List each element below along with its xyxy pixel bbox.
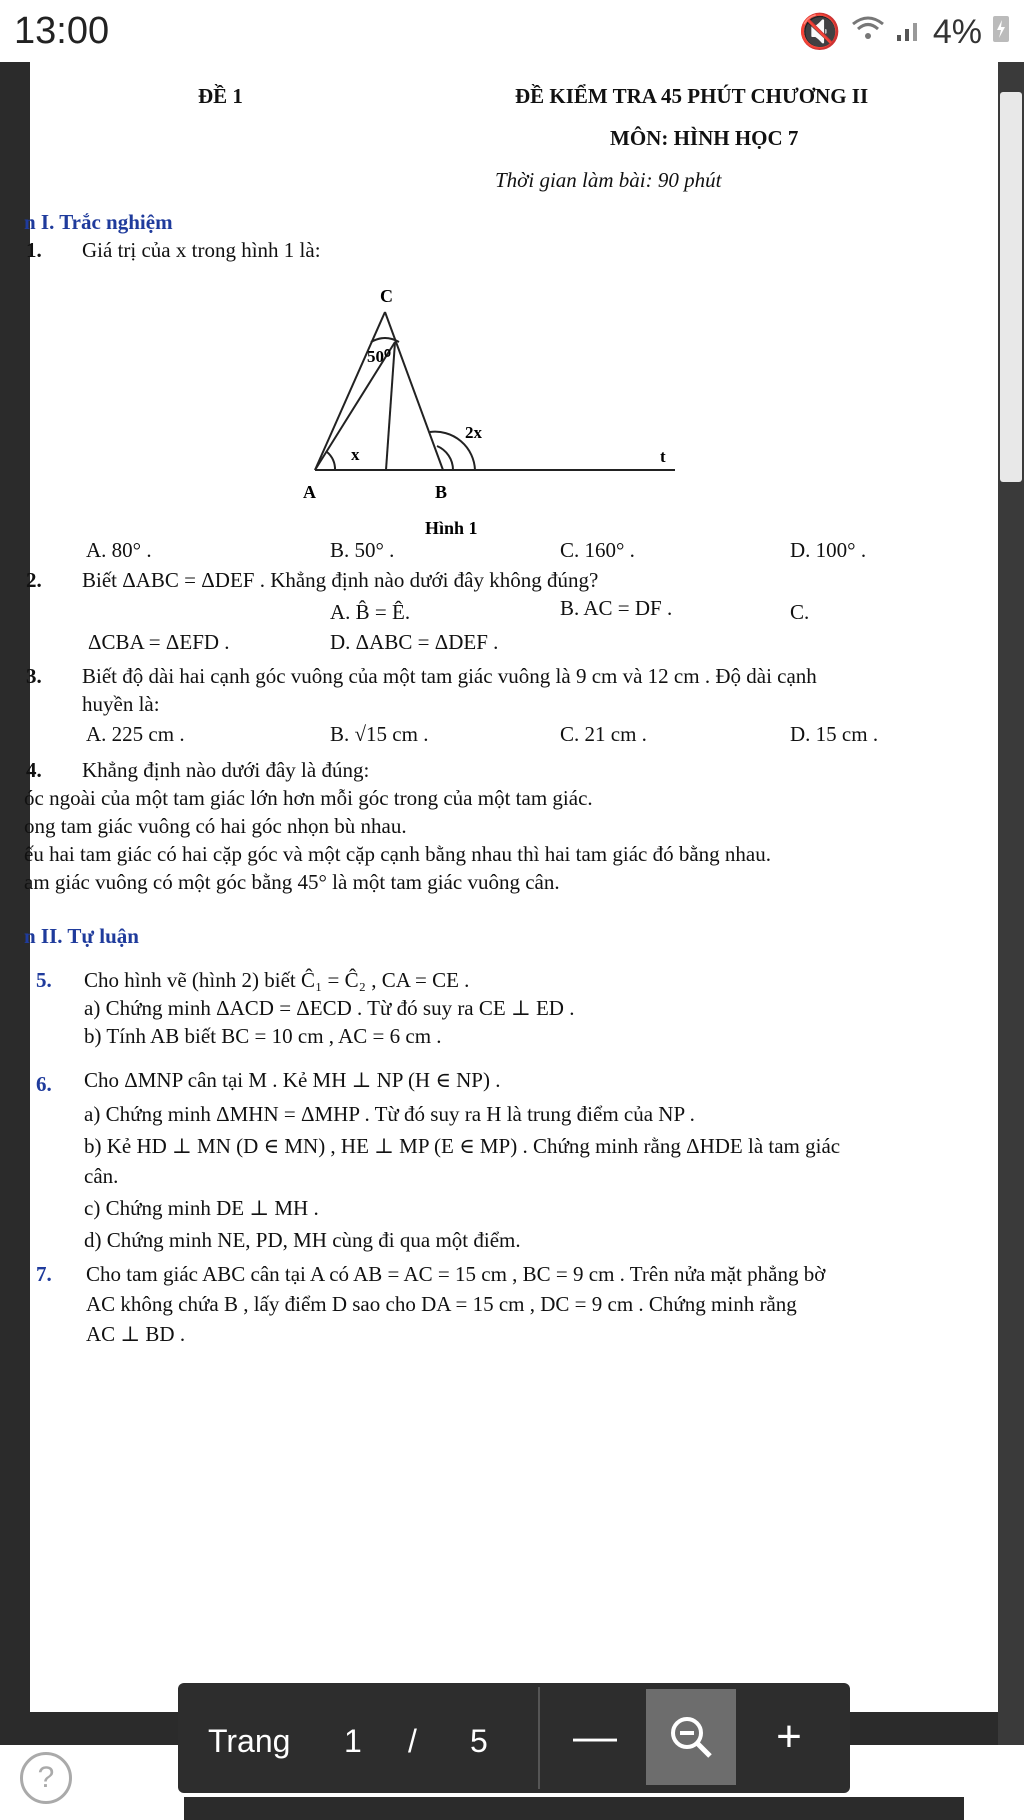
q2-option-c: C. <box>790 600 810 624</box>
q3-text: Biết độ dài hai cạnh góc vuông của một tam giác vuông là 9 cm và 12 cm . Độ dài cạnh <box>82 664 817 688</box>
q4-option-c: ếu hai tam giác có hai cặp góc và một cặp cạnh bằng nhau thì hai tam giác đó bằng nhau. <box>24 842 771 866</box>
exam-code: ĐỀ 1 <box>198 84 243 108</box>
toolbar-divider <box>538 1687 540 1789</box>
q5-part-b: b) Tính AB biết BC = 10 cm , AC = 6 cm . <box>84 1024 442 1048</box>
q2-option-a: A. B̂ = Ê. <box>330 600 411 624</box>
q1-number: 1. <box>26 238 42 262</box>
pdf-page[interactable] <box>24 62 998 1712</box>
q4-option-b: ong tam giác vuông có hai góc nhọn bù nhau. <box>24 814 407 838</box>
fig-label-a: A <box>303 482 316 502</box>
wifi-icon <box>851 13 885 52</box>
q6-number: 6. <box>36 1072 52 1096</box>
q3-option-a: A. 225 cm . <box>86 722 185 746</box>
fig-caption: Hình 1 <box>425 518 478 538</box>
zoom-in-button[interactable]: + <box>776 1712 802 1761</box>
time-note: Thời gian làm bài: 90 phút <box>495 168 722 192</box>
scrollbar-thumb[interactable] <box>1000 92 1022 482</box>
q4-number: 4. <box>26 758 42 782</box>
section-1-heading: n I. Trắc nghiệm <box>24 210 173 234</box>
fig-label-b: B <box>435 482 448 502</box>
battery-icon <box>992 13 1010 52</box>
q4-option-a: óc ngoài của một tam giác lớn hơn mỗi góc trong của một tam giác. <box>24 786 593 810</box>
fig-2x-label: 2x <box>465 423 482 442</box>
q1-option-c: C. 160° . <box>560 538 635 562</box>
q1-option-d: D. 100° . <box>790 538 867 562</box>
status-time: 13:00 <box>14 10 110 52</box>
q3-option-b: B. √15 cm . <box>330 722 429 746</box>
q1-text: Giá trị của x trong hình 1 là: <box>82 238 321 262</box>
battery-percent: 4% <box>932 12 982 51</box>
zoom-out-button[interactable]: — <box>573 1712 617 1761</box>
q7-text: Cho tam giác ABC cân tại A có AB = AC = 15 cm , BC = 9 cm . Trên nửa mặt phẳng bờ <box>86 1262 826 1286</box>
q4-option-d: am giác vuông có một góc bằng 45° là một tam giác vuông cân. <box>24 870 560 894</box>
q2-option-b: B. AC = DF . <box>560 596 673 620</box>
q3-option-c: C. 21 cm . <box>560 722 647 746</box>
q5-part-a: a) Chứng minh ΔACD = ΔECD . Từ đó suy ra CE ⊥ ED . <box>84 996 575 1020</box>
q7-number: 7. <box>36 1262 52 1286</box>
q3-option-d: D. 15 cm . <box>790 722 879 746</box>
q1-option-a: A. 80° . <box>86 538 152 562</box>
fig-t-label: t <box>660 447 666 466</box>
q7-text-cont: AC không chứa B , lấy điểm D sao cho DA = 15 cm , DC = 9 cm . Chứng minh rằng <box>86 1292 797 1316</box>
q2-option-d: D. ΔABC = ΔDEF . <box>330 630 499 654</box>
q2-number: 2. <box>26 568 42 592</box>
figure-1 <box>275 262 695 572</box>
q2-option-c-text: ΔCBA = ΔEFD . <box>88 630 230 654</box>
status-bar <box>0 0 1024 62</box>
page-separator: / <box>408 1723 417 1759</box>
help-button[interactable]: ? <box>20 1752 72 1804</box>
signal-icon <box>895 13 923 52</box>
fig-x-label: x <box>351 445 360 464</box>
fig-label-c: C <box>380 286 393 306</box>
q1-option-b: B. 50° . <box>330 538 395 562</box>
q6-part-b: b) Kẻ HD ⊥ MN (D ∈ MN) , HE ⊥ MP (E ∈ MP) . Chứng minh rằng ΔHDE là tam giác <box>84 1134 841 1158</box>
q6-part-b-cont: cân. <box>84 1164 119 1188</box>
q3-number: 3. <box>26 664 42 688</box>
current-page[interactable]: 1 <box>344 1723 362 1759</box>
section-2-heading: n II. Tự luận <box>24 924 139 948</box>
q6-part-c: c) Chứng minh DE ⊥ MH . <box>84 1196 319 1220</box>
exam-title: ĐỀ KIỂM TRA 45 PHÚT CHƯƠNG II <box>515 84 869 108</box>
q5-text: Cho hình vẽ (hình 2) biết Ĉ₁ = Ĉ₂ , CA = CE . <box>84 968 470 992</box>
q7-text-end: AC ⊥ BD . <box>86 1322 186 1346</box>
total-pages: 5 <box>470 1723 488 1759</box>
fig-angle-label: 50⁰ <box>367 347 391 366</box>
zoom-search-icon[interactable] <box>646 1689 736 1785</box>
scrollbar[interactable] <box>998 62 1024 1762</box>
mute-icon: 🔇 <box>798 13 841 51</box>
page-label: Trang <box>208 1723 291 1759</box>
page-toolbar <box>178 1683 850 1793</box>
q3-text-cont: huyền là: <box>82 692 160 716</box>
subject-title: MÔN: HÌNH HỌC 7 <box>610 126 799 150</box>
q6-part-d: d) Chứng minh NE, PD, MH cùng đi qua một điểm. <box>84 1228 521 1252</box>
left-gutter <box>0 62 30 1762</box>
q4-text: Khẳng định nào dưới đây là đúng: <box>82 758 370 782</box>
q6-text: Cho ΔMNP cân tại M . Kẻ MH ⊥ NP (H ∈ NP) . <box>84 1068 501 1092</box>
q6-part-a: a) Chứng minh ΔMHN = ΔMHP . Từ đó suy ra H là trung điểm của NP . <box>84 1102 695 1126</box>
q5-number: 5. <box>36 968 52 992</box>
q2-text: Biết ΔABC = ΔDEF . Khẳng định nào dưới đây không đúng? <box>82 568 599 592</box>
